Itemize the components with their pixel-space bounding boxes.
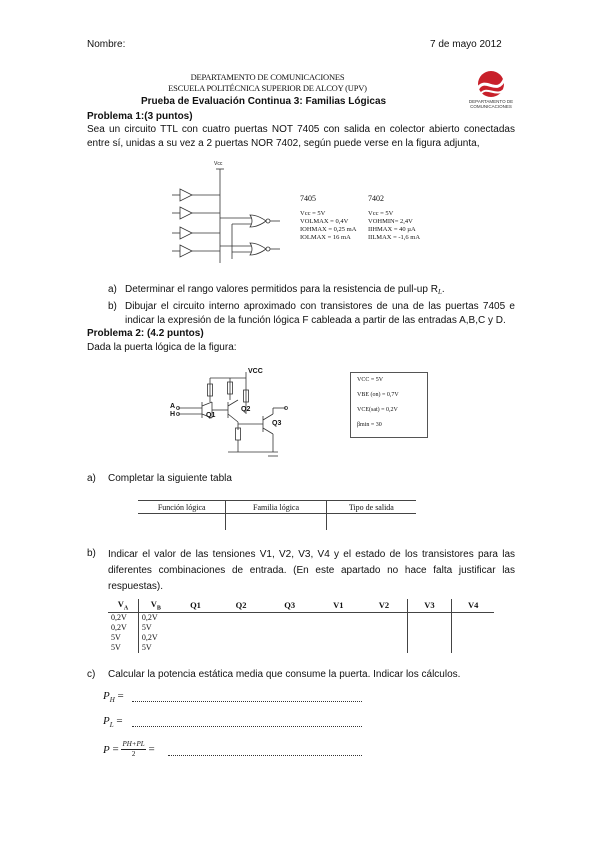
spec-line: IIHMAX = 40 µA bbox=[368, 226, 416, 233]
col-v2: V2 bbox=[361, 599, 407, 612]
logic-info-table bbox=[138, 500, 416, 530]
section-b-label: b) bbox=[87, 548, 96, 559]
logo-text: DEPARTAMENTO DE COMUNICACIONES bbox=[468, 99, 514, 109]
vcc-label: VCC bbox=[248, 368, 263, 375]
voltage-state-table bbox=[108, 599, 494, 653]
ph-answer-line[interactable] bbox=[132, 701, 362, 702]
col-v1: V1 bbox=[315, 599, 361, 612]
gate-7402-title: 7402 bbox=[368, 194, 384, 203]
school-title: ESCUELA POLITÉCNICA SUPERIOR DE ALCOY (UPV) bbox=[168, 83, 367, 93]
section-a-label: a) bbox=[87, 473, 96, 484]
pl-answer-line[interactable] bbox=[132, 726, 362, 727]
cell-output-type[interactable] bbox=[326, 514, 416, 531]
department-logo bbox=[463, 68, 519, 112]
cell-logic-function[interactable] bbox=[138, 514, 226, 531]
spec-line: VOLMAX = 0,4V bbox=[300, 218, 349, 225]
cell-va: 5V bbox=[111, 643, 121, 653]
q1-label: Q1 bbox=[206, 412, 216, 419]
vcc-label: Vcc bbox=[214, 161, 223, 167]
input-a-label: A bbox=[170, 403, 176, 410]
gate-7405-title: 7405 bbox=[300, 194, 316, 203]
spec-line: VOHMIN= 2,4V bbox=[368, 218, 413, 225]
col-q3: Q3 bbox=[264, 599, 316, 612]
input-b-label: H bbox=[170, 411, 176, 418]
q3-label: Q3 bbox=[272, 420, 282, 427]
problem2-circuit-diagram bbox=[168, 368, 298, 458]
problem2-intro: Dada la puerta lógica de la figura: bbox=[87, 342, 237, 353]
problem2-heading: Problema 2: (4.2 puntos) bbox=[87, 328, 204, 339]
section-c-text: Calcular la potencia estática media que consume la puerta. Indicar los cálculos. bbox=[108, 669, 461, 680]
problem1-intro: Sea un circuito TTL con cuatro puertas NOT 7405 con salida en colector abierto conectadas entre sí, unidas a su vez a 2 puertas NOR 7402, según puede verse en la figura adjunta, bbox=[87, 124, 515, 149]
col-logic-function: Función lógica bbox=[138, 501, 226, 514]
item-a-text: Determinar el rango valores permitidos para la resistencia de pull-up $R_L$. bbox=[125, 284, 445, 296]
col-logic-family: Familia lógica bbox=[226, 501, 326, 514]
p-average-formula: P = $\frac{PH+PL}{2}$ = bbox=[103, 740, 155, 758]
ph-formula: $P_H$ = bbox=[103, 690, 124, 705]
col-v4: V4 bbox=[452, 599, 494, 612]
param-line: VCE(sat) = 0,2V bbox=[357, 407, 398, 413]
table-row bbox=[108, 623, 494, 633]
exam-title: Prueba de Evaluación Continua 3: Familias Lógicas bbox=[141, 96, 387, 107]
problem1-circuit-diagram bbox=[170, 163, 290, 265]
param-line: βmin = 30 bbox=[357, 422, 382, 428]
section-c-label: c) bbox=[87, 669, 96, 680]
param-line: VBE (on) = 0,7V bbox=[357, 392, 399, 398]
col-v3: V3 bbox=[407, 599, 452, 612]
fraction-numerator: PH+PL bbox=[122, 740, 145, 748]
col-q2: Q2 bbox=[218, 599, 264, 612]
cell-logic-family[interactable] bbox=[226, 514, 326, 531]
problem1-heading: Problema 1:(3 puntos) bbox=[87, 111, 193, 122]
specs-7405 bbox=[300, 210, 356, 242]
param-line: VCC = 5V bbox=[357, 377, 384, 383]
item-b-label: b) bbox=[108, 301, 117, 312]
item-a-label: a) bbox=[108, 284, 117, 295]
cell-va: 0,2V bbox=[111, 613, 127, 623]
department-title: DEPARTAMENTO DE COMUNICACIONES bbox=[190, 72, 345, 82]
col-output-type: Tipo de salida bbox=[326, 501, 416, 514]
spec-line: Vcc = 5V bbox=[368, 210, 394, 217]
pl-formula: $P_L$ = bbox=[103, 715, 123, 730]
cell-va: 0,2V bbox=[111, 623, 127, 633]
fraction-denominator: 2 bbox=[131, 750, 136, 758]
col-q1: Q1 bbox=[173, 599, 219, 612]
exam-date: 7 de mayo 2012 bbox=[430, 39, 502, 50]
specs-7402 bbox=[368, 210, 420, 242]
table-row bbox=[108, 633, 494, 643]
table-row bbox=[108, 612, 494, 623]
section-a-text: Completar la siguiente tabla bbox=[108, 473, 232, 484]
col-va: $V_A$ bbox=[108, 599, 138, 612]
cell-vb: 0,2V bbox=[138, 633, 172, 643]
circuit-parameters-box bbox=[350, 372, 428, 438]
spec-line: IOLMAX = 16 mA bbox=[300, 234, 351, 241]
cell-vb: 0,2V bbox=[138, 612, 172, 623]
cell-vb: 5V bbox=[138, 643, 172, 653]
table-row bbox=[108, 643, 494, 653]
spec-line: IOHMAX = 0,25 mA bbox=[300, 226, 357, 233]
q2-label: Q2 bbox=[241, 406, 251, 413]
col-vb: $V_B$ bbox=[138, 599, 172, 612]
cell-va: 5V bbox=[111, 633, 121, 643]
cell-vb: 5V bbox=[138, 623, 172, 633]
section-b-text: Indicar el valor de las tensiones V1, V2, V3, V4 y el estado de los transistores para las diferentes combinaciones de entrada. (En este apartado no hace falta justificar las respuestas). bbox=[108, 549, 515, 592]
name-label: Nombre: bbox=[87, 39, 126, 50]
spec-line: Vcc = 5V bbox=[300, 210, 326, 217]
p-answer-line[interactable] bbox=[168, 755, 362, 756]
spec-line: IILMAX = -1,6 mA bbox=[368, 234, 421, 241]
item-b-text: Dibujar el circuito interno aproximado con transistores de una de las puertas 7405 e indicar la expresión de la función lógica F cableada a partir de las entradas A,B,C y D. bbox=[125, 301, 515, 326]
